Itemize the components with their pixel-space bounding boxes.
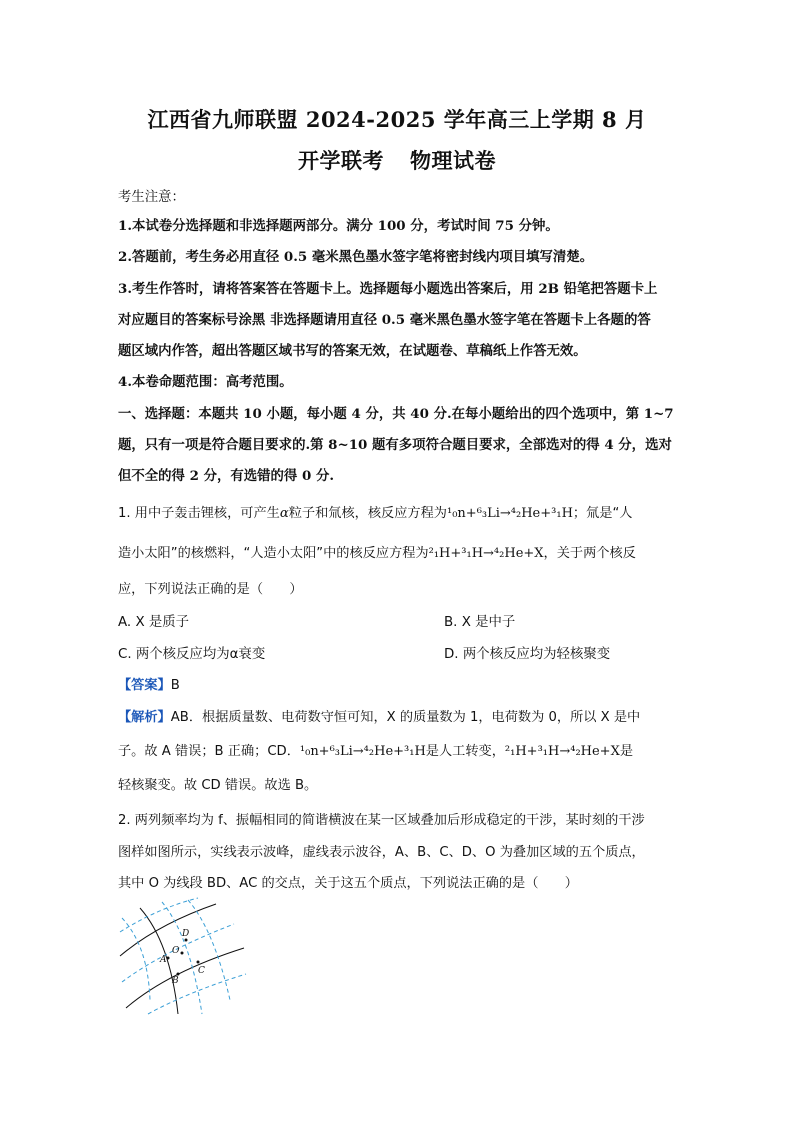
exam-title-line2 (0, 145, 794, 175)
analysis-text: AB．根据质量数、电荷数守恒可知，X 的质量数为 1，电荷数为 0，所以 X 是中 (170, 710, 641, 725)
analysis-text: 是 (619, 744, 634, 759)
section1-instruction-line3: 但不全的得 2 分，有选错的得 0 分. (118, 468, 335, 484)
analysis-tag: 【解析】 (118, 710, 171, 725)
equation-fusion: ²₁H+³₁H→⁴₂He+X (428, 546, 544, 561)
answer-tag: 【答案】 (118, 678, 171, 693)
q1-analysis-line2 (118, 742, 678, 762)
interference-figure (118, 896, 248, 1016)
exam-title-line1: 江西省九师联盟 2024-2025 学年高三上学期 8 月 (147, 107, 647, 132)
q1-text: ；氚是“人 (572, 506, 633, 521)
trough-line (122, 918, 150, 1000)
q1-option-b: B. X 是中子 (444, 615, 516, 630)
q1-text: 造小太阳”的核燃料，“人造小太阳”中的核反应方程为 (118, 546, 429, 561)
trough-line (188, 900, 230, 1000)
equation-neutron-lithium: ¹₀n+⁶₃Li→⁴₂He+³₁H (447, 506, 573, 521)
notice-item-3-line1: 3.考生作答时，请将答案答在答题卡上。选择题每小题选出答案后，用 2B 铅笔把答题卡上 (118, 281, 658, 297)
q1-option-c: C. 两个核反应均为α衰变 (118, 647, 266, 662)
q2-stem-line1: 2. 两列频率均为 f、振幅相同的简谐横波在某一区域叠加后形成稳定的干涉，某时刻的干涉 (118, 813, 645, 828)
notice-item-2: 2.答题前，考生务必用直径 0.5 毫米黑色墨水签字笔将密封线内项目填写清楚。 (118, 249, 594, 265)
point-a (167, 957, 170, 960)
equation-fusion: ²₁H+³₁H→⁴₂He+X (504, 744, 620, 759)
notice-item-4: 4.本卷命题范围：高考范围。 (118, 374, 293, 390)
notice-item-1: 1.本试卷分选择题和非选择题两部分。满分 100 分，考试时间 75 分钟。 (118, 218, 559, 234)
q2-stem-line3: 其中 O 为线段 BD、AC 的交点，关于这五个质点，下列说法正确的是（ ） (118, 876, 578, 891)
q1-text: ，关于两个核反 (543, 546, 636, 561)
section1-instruction-line1: 一、选择题：本题共 10 小题，每小题 4 分，共 40 分.在每小题给出的四个选项中，第 1~7 (118, 406, 674, 422)
label-d: D (182, 929, 190, 939)
q2-stem-line2: 图样如图所示，实线表示波峰，虚线表示波谷，A、B、C、D、O 为叠加区域的五个质点， (118, 845, 645, 860)
q1-stem-line1 (118, 504, 678, 524)
title-part-joint-exam: 开学联考 (298, 148, 384, 173)
analysis-text: 子。故 A 错误；B 正确；CD． (118, 744, 300, 759)
label-a: A (160, 955, 167, 965)
label-c: C (198, 966, 205, 976)
q1-answer (118, 676, 678, 696)
section1-instruction-line2: 题，只有一项是符合题目要求的.第 8~10 题有多项符合题目要求，全部选对的得 4 分，选对 (118, 437, 672, 453)
label-o: O (172, 946, 180, 956)
point-o (181, 952, 184, 955)
answer-value: B (170, 678, 180, 693)
title-part-physics: 物理试卷 (410, 148, 496, 173)
q1-text: 1. 用中子轰击锂核，可产生 (118, 506, 280, 521)
notice-heading: 考生注意： (118, 190, 185, 205)
analysis-text: 是人工转变， (425, 744, 505, 759)
trough-line (148, 974, 246, 1014)
q1-stem-line2 (118, 544, 678, 564)
q1-text: 粒子和氚核，核反应方程为 (288, 506, 447, 521)
equation-neutron-lithium: ¹₀n+⁶₃Li→⁴₂He+³₁H (299, 744, 426, 759)
crest-line (120, 904, 216, 956)
q1-option-a: A. X 是质子 (118, 615, 190, 630)
label-b: B (172, 976, 179, 986)
notice-item-3-line2: 对应题目的答案标号涂黑 非选择题请用直径 0.5 毫米黑色墨水签字笔在答题卡上各题的答 (118, 312, 651, 328)
q1-stem-line3: 应，下列说法正确的是（ ） (118, 582, 303, 597)
notice-item-3-line3: 题区域内作答，超出答题区域书写的答案无效，在试题卷、草稿纸上作答无效。 (118, 343, 587, 359)
alpha-symbol: α (279, 506, 289, 521)
q1-analysis-line1 (118, 708, 678, 728)
q1-option-d: D. 两个核反应均为轻核聚变 (444, 647, 611, 662)
trough-line (120, 898, 198, 932)
q1-analysis-line3: 轻核聚变。故 CD 错误。故选 B。 (118, 778, 318, 793)
crest-line (140, 908, 178, 1014)
point-c (197, 961, 200, 964)
